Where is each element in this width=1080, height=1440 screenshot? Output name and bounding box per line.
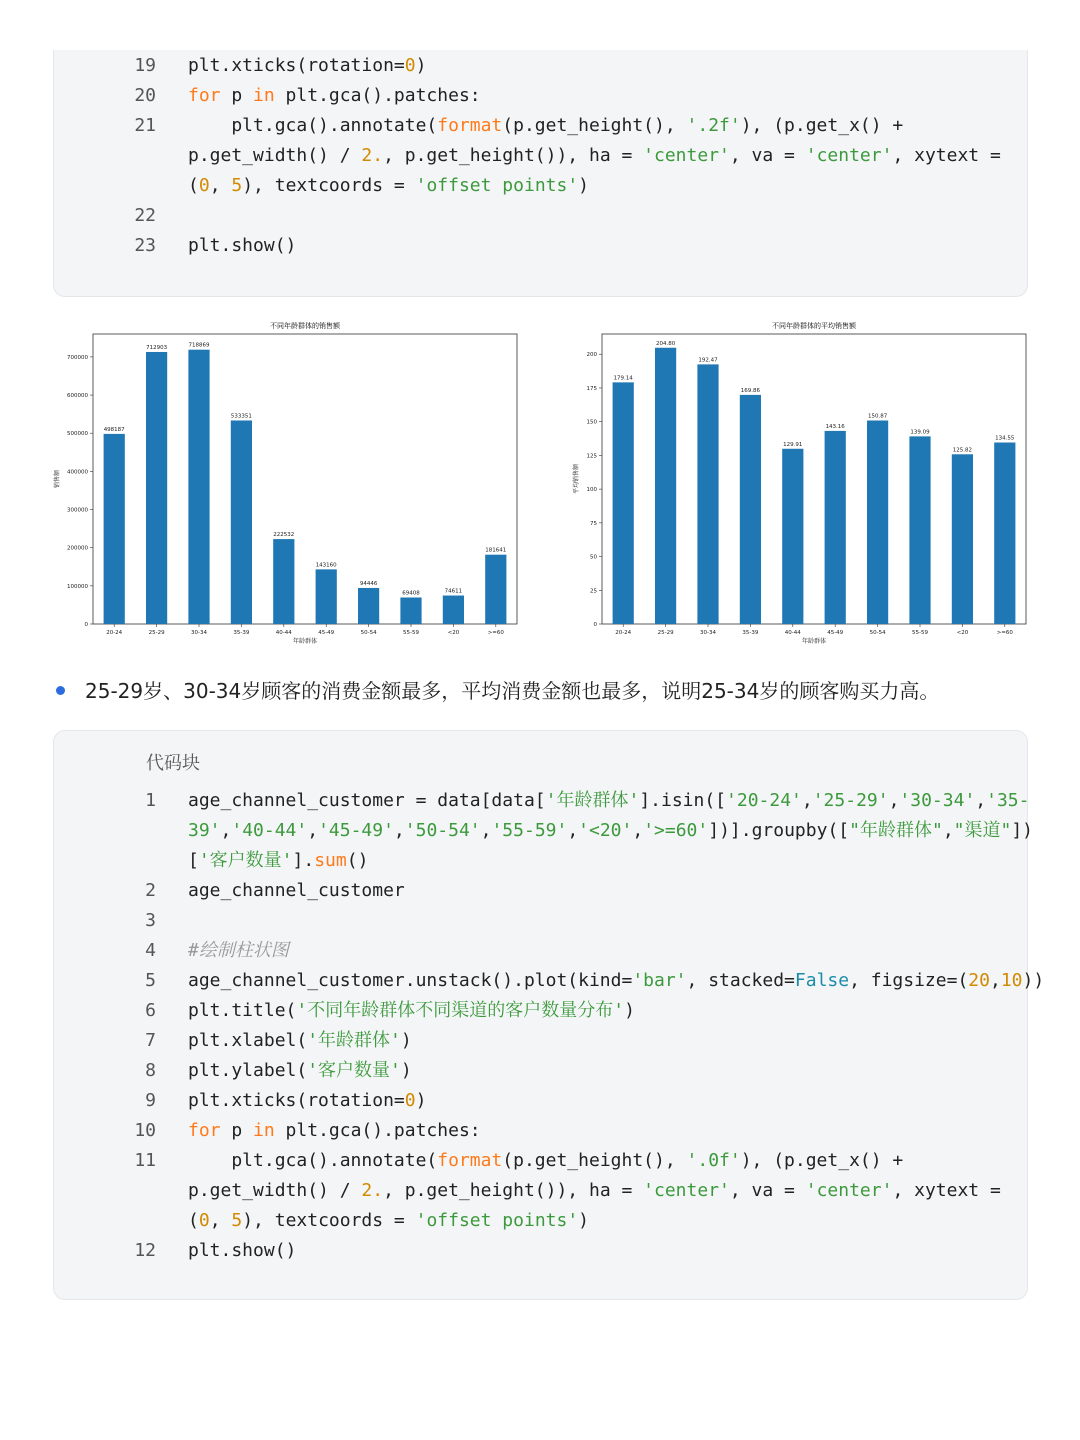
y-tick-label: 100 xyxy=(586,487,597,494)
bar-value-label: 143.16 xyxy=(825,423,845,430)
bullet-item xyxy=(56,674,1056,708)
code-token: p xyxy=(220,85,254,106)
code-line xyxy=(54,1086,1027,1116)
code-token: 'offset points' xyxy=(415,175,579,196)
code-text xyxy=(188,876,1068,906)
code-lines xyxy=(54,786,1045,1266)
code-token: ), textcoords = xyxy=(242,175,416,196)
code-token: ]) xyxy=(1011,820,1034,841)
code-token: ].isin([ xyxy=(639,790,727,811)
code-line xyxy=(54,786,1030,816)
avg-sales-chart-svg xyxy=(568,316,1033,651)
code-text xyxy=(188,846,1068,876)
y-axis-label: 销售额 xyxy=(54,469,61,489)
code-token: '.2f' xyxy=(686,115,741,136)
code-token: 0 xyxy=(404,55,416,76)
code-token: '不同年龄群体不同渠道的客户数量分布' xyxy=(296,1000,625,1021)
code-text xyxy=(188,816,1068,846)
code-line xyxy=(54,51,1027,81)
bar xyxy=(952,454,973,624)
bar xyxy=(231,420,252,624)
bar-value-label: 222532 xyxy=(273,532,295,539)
code-token: age_channel_customer.unstack().plot(kind= xyxy=(188,970,633,991)
code-line xyxy=(54,846,1027,876)
code-line xyxy=(54,1206,1027,1236)
code-token: , xyxy=(632,820,644,841)
code-token: plt.gca().patches: xyxy=(274,85,481,106)
code-token: ), (p.get_x() + xyxy=(740,1150,904,1171)
bar-value-label: 129.91 xyxy=(783,441,803,448)
bar-value-label: 139.09 xyxy=(910,429,930,436)
code-token: , xyxy=(393,820,405,841)
code-block xyxy=(53,730,1045,1300)
bar-value-label: 712903 xyxy=(146,344,168,351)
x-tick-label: 25-29 xyxy=(657,630,674,636)
bar xyxy=(146,352,167,624)
bar-value-label: 204.80 xyxy=(655,340,676,347)
bar xyxy=(740,395,761,624)
bar xyxy=(316,569,337,624)
code-token: ( xyxy=(188,1210,199,1231)
code-token: '20-24' xyxy=(726,790,802,811)
code-text xyxy=(188,231,1068,261)
code-text xyxy=(188,1026,1068,1056)
code-line xyxy=(54,876,1027,906)
y-tick-label: 200000 xyxy=(67,545,88,552)
bar-value-label: 169.86 xyxy=(740,387,761,394)
line-number: 5 xyxy=(145,970,156,991)
code-line xyxy=(54,1026,1027,1056)
code-token: #绘制柱状图 xyxy=(188,940,289,961)
bar-value-label: 533351 xyxy=(230,413,252,420)
line-number: 12 xyxy=(134,1240,156,1261)
bar-value-label: 150.87 xyxy=(867,413,888,420)
sales-chart xyxy=(50,316,525,655)
code-token: ) xyxy=(624,1000,635,1021)
y-tick-label: 0 xyxy=(593,622,597,628)
code-line xyxy=(54,906,1027,936)
code-token: ), (p.get_x() + xyxy=(740,115,904,136)
code-token: 'offset points' xyxy=(415,1210,579,1231)
code-text xyxy=(188,1206,1068,1236)
code-lines xyxy=(54,51,1027,261)
code-text xyxy=(188,1236,1068,1266)
x-tick-label: 35-39 xyxy=(233,630,250,636)
code-token: 20 xyxy=(968,970,990,991)
code-token: format xyxy=(437,1150,503,1171)
code-token: () xyxy=(346,850,369,871)
code-token: False xyxy=(794,970,850,991)
bar xyxy=(697,364,718,624)
line-number: 11 xyxy=(134,1150,156,1171)
code-token: , xyxy=(480,820,492,841)
x-tick-label: 55-59 xyxy=(912,630,928,636)
code-line xyxy=(54,936,1027,966)
code-token: sum xyxy=(314,850,347,871)
code-text xyxy=(188,936,1068,966)
line-number: 2 xyxy=(145,880,156,901)
bar xyxy=(485,555,506,624)
y-tick-label: 75 xyxy=(590,520,597,527)
bar-value-label: 143160 xyxy=(315,562,337,569)
code-line xyxy=(54,966,1045,996)
x-axis-label: 年龄群体 xyxy=(801,638,827,645)
code-text xyxy=(188,996,1068,1026)
code-text xyxy=(188,111,1068,141)
y-tick-label: 500000 xyxy=(67,431,88,438)
bar xyxy=(655,348,676,624)
code-token: 39' xyxy=(188,820,221,841)
bar-value-label: 69408 xyxy=(402,590,420,597)
code-token: plt.gca().annotate( xyxy=(188,115,438,136)
bar xyxy=(104,434,125,624)
code-token: age_channel_customer = data[data[ xyxy=(188,790,546,811)
code-text xyxy=(188,1146,1068,1176)
bar xyxy=(273,539,294,624)
y-tick-label: 150 xyxy=(586,419,597,426)
code-text xyxy=(188,1116,1068,1146)
code-line xyxy=(54,1236,1027,1266)
line-number: 21 xyxy=(134,115,156,136)
x-tick-label: 35-39 xyxy=(742,630,759,636)
bullet-dot-icon xyxy=(56,686,65,695)
y-tick-label: 400000 xyxy=(67,469,88,476)
y-tick-label: 125 xyxy=(586,453,597,460)
code-line xyxy=(54,81,1027,111)
x-tick-label: >=60 xyxy=(487,630,504,636)
code-token: 2. xyxy=(361,145,384,166)
code-token: format xyxy=(437,115,503,136)
code-token: '.0f' xyxy=(686,1150,741,1171)
code-line xyxy=(54,1116,1027,1146)
code-token: , xyxy=(975,790,987,811)
code-token: 10 xyxy=(1000,970,1023,991)
code-token: , xytext = xyxy=(892,145,1001,166)
code-text xyxy=(188,966,1068,996)
code-token: 'center' xyxy=(805,1180,893,1201)
bar xyxy=(443,596,464,624)
line-number: 20 xyxy=(134,85,156,106)
x-tick-label: 30-34 xyxy=(700,630,716,636)
code-token: , xyxy=(942,820,954,841)
line-number: 9 xyxy=(145,1090,156,1111)
bullet-text: 25-29岁、30-34岁顾客的消费金额最多，平均消费金额也最多，说明25-34岁的顾客购买力高。 xyxy=(85,679,940,703)
code-token: "渠道" xyxy=(953,820,1012,841)
bar xyxy=(909,436,930,624)
code-text xyxy=(188,141,1068,171)
y-tick-label: 600000 xyxy=(67,393,88,400)
code-line xyxy=(54,1056,1027,1086)
code-token: '50-54' xyxy=(404,820,481,841)
code-token: p.get_width() / xyxy=(188,145,362,166)
code-token: '35- xyxy=(986,790,1030,811)
x-tick-label: 40-44 xyxy=(275,630,292,636)
line-number: 8 xyxy=(145,1060,156,1081)
x-tick-label: 55-59 xyxy=(403,630,419,636)
code-token: ) xyxy=(400,1060,412,1081)
bar-value-label: 192.47 xyxy=(698,357,718,364)
line-number: 23 xyxy=(134,235,156,256)
code-token: '>=60' xyxy=(643,820,709,841)
line-number: 22 xyxy=(134,205,156,226)
code-line xyxy=(54,201,1027,231)
y-tick-label: 175 xyxy=(586,385,597,392)
code-token: (p.get_height(), xyxy=(502,1150,687,1171)
code-token: , xyxy=(801,790,813,811)
code-token: , figsize=( xyxy=(849,970,969,991)
code-token: , p.get_height()), ha = xyxy=(383,145,644,166)
code-token: in xyxy=(253,85,275,106)
code-token: '25-29' xyxy=(812,790,889,811)
code-token: plt.gca().annotate( xyxy=(188,1150,438,1171)
x-tick-label: 50-54 xyxy=(360,630,377,636)
line-number: 6 xyxy=(145,1000,156,1021)
code-block-top xyxy=(53,50,1028,297)
code-text xyxy=(188,1056,1068,1086)
code-token: '<20' xyxy=(578,820,633,841)
code-token: age_channel_customer xyxy=(188,880,405,901)
avg-sales-chart xyxy=(568,316,1033,655)
code-text xyxy=(188,786,1068,816)
code-text xyxy=(188,1176,1068,1206)
code-token: '40-44' xyxy=(231,820,308,841)
code-token: , va = xyxy=(729,1180,806,1201)
x-tick-label: 50-54 xyxy=(869,630,886,636)
code-block-title: 代码块 xyxy=(146,753,200,774)
x-tick-label: <20 xyxy=(447,630,460,636)
line-number: 4 xyxy=(145,940,156,961)
code-token: 5 xyxy=(231,175,243,196)
bar xyxy=(613,382,634,624)
code-token: 0 xyxy=(198,1210,210,1231)
code-token: plt.xlabel( xyxy=(188,1030,308,1051)
code-text xyxy=(188,1086,1068,1116)
x-tick-label: 20-24 xyxy=(615,630,632,636)
code-token: 0 xyxy=(198,175,210,196)
code-token: ) xyxy=(415,55,427,76)
y-tick-label: 100000 xyxy=(67,583,88,590)
y-tick-label: 700000 xyxy=(67,354,88,361)
y-tick-label: 50 xyxy=(590,554,597,561)
code-token: '客户数量' xyxy=(198,850,293,871)
code-token: plt.show() xyxy=(188,235,297,256)
code-token: (p.get_height(), xyxy=(502,115,687,136)
code-token: , p.get_height()), ha = xyxy=(383,1180,644,1201)
bar-value-label: 74611 xyxy=(444,588,463,595)
bar xyxy=(358,588,379,624)
code-line xyxy=(54,111,1027,141)
code-line xyxy=(54,1176,1027,1206)
code-token: 'center' xyxy=(643,1180,730,1201)
code-token: "年龄群体" xyxy=(849,820,943,841)
code-token: plt.xticks(rotation= xyxy=(188,55,405,76)
bar-value-label: 94446 xyxy=(359,580,378,587)
y-axis-label: 平均销售额 xyxy=(573,463,580,495)
y-tick-label: 25 xyxy=(590,588,597,595)
code-token: '年龄群体' xyxy=(545,790,640,811)
x-tick-label: >=60 xyxy=(996,630,1013,636)
code-token: 'center' xyxy=(805,145,893,166)
code-token: 'center' xyxy=(643,145,730,166)
code-token: '客户数量' xyxy=(307,1060,401,1081)
sales-chart-svg xyxy=(50,316,525,651)
x-tick-label: <20 xyxy=(956,630,969,636)
code-line xyxy=(54,231,1027,261)
code-token: ) xyxy=(578,1210,590,1231)
code-token: in xyxy=(253,1120,275,1141)
x-tick-label: 30-34 xyxy=(191,630,207,636)
code-token: , va = xyxy=(729,145,806,166)
code-token: , xyxy=(209,1210,232,1231)
line-number: 7 xyxy=(145,1030,156,1051)
code-line xyxy=(54,1146,1027,1176)
chart-title: 不同年龄群体的销售额 xyxy=(270,322,340,330)
line-number: 19 xyxy=(134,55,156,76)
line-number: 3 xyxy=(145,910,156,931)
bar xyxy=(867,421,888,624)
code-line xyxy=(54,816,1034,846)
code-token: , stacked= xyxy=(686,970,795,991)
code-token: plt.title( xyxy=(188,1000,297,1021)
code-text xyxy=(188,171,1068,201)
x-tick-label: 20-24 xyxy=(106,630,123,636)
x-axis-label: 年龄群体 xyxy=(292,638,318,645)
code-line xyxy=(54,141,1027,171)
code-line xyxy=(54,171,1027,201)
code-token: 'bar' xyxy=(632,970,687,991)
line-number: 1 xyxy=(145,790,156,811)
bar xyxy=(782,449,803,624)
x-tick-label: 40-44 xyxy=(784,630,801,636)
code-token: , xyxy=(567,820,579,841)
code-token: , xyxy=(307,820,319,841)
bar xyxy=(400,598,421,624)
code-token: '45-49' xyxy=(318,820,394,841)
code-token: ), textcoords = xyxy=(242,1210,416,1231)
x-tick-label: 45-49 xyxy=(827,630,844,636)
bar-value-label: 134.55 xyxy=(995,435,1015,442)
code-token: , xyxy=(989,970,1001,991)
code-token: plt.ylabel( xyxy=(188,1060,308,1081)
code-token: ) xyxy=(578,175,590,196)
code-text xyxy=(188,81,1068,111)
code-token: '30-34' xyxy=(899,790,976,811)
bar-value-label: 718869 xyxy=(188,342,210,349)
code-token: , xyxy=(220,820,232,841)
code-token: '年龄群体' xyxy=(307,1030,401,1051)
code-token: p.get_width() / xyxy=(188,1180,362,1201)
code-token: ) xyxy=(400,1030,412,1051)
y-tick-label: 0 xyxy=(84,622,88,628)
code-token: ]. xyxy=(292,850,315,871)
code-token: plt.xticks(rotation= xyxy=(188,1090,405,1111)
bar xyxy=(825,431,846,624)
code-token: 5 xyxy=(231,1210,243,1231)
code-token: plt.gca().patches: xyxy=(274,1120,481,1141)
code-line xyxy=(54,996,1027,1026)
bar xyxy=(188,350,209,624)
code-token: )) xyxy=(1022,970,1045,991)
bar-value-label: 125.82 xyxy=(952,447,973,454)
bar-value-label: 179.14 xyxy=(613,375,633,382)
code-token: 0 xyxy=(404,1090,416,1111)
code-text xyxy=(188,51,1068,81)
x-tick-label: 45-49 xyxy=(318,630,335,636)
code-token: for xyxy=(188,85,221,106)
code-token: '55-59' xyxy=(491,820,568,841)
code-token: , xyxy=(209,175,232,196)
code-token: ) xyxy=(415,1090,427,1111)
y-tick-label: 200 xyxy=(586,352,597,359)
code-token: , xytext = xyxy=(892,1180,1001,1201)
code-token: ])].groupby([ xyxy=(708,820,850,841)
line-number: 10 xyxy=(134,1120,156,1141)
chart-title: 不同年龄群体的平均销售额 xyxy=(772,322,856,330)
y-tick-label: 300000 xyxy=(67,507,88,514)
code-token: p xyxy=(220,1120,254,1141)
code-token: 2. xyxy=(361,1180,384,1201)
code-token: ( xyxy=(188,175,199,196)
x-tick-label: 25-29 xyxy=(148,630,165,636)
bar xyxy=(994,443,1015,624)
bar-value-label: 181641 xyxy=(485,547,507,554)
code-token: plt.show() xyxy=(188,1240,297,1261)
code-token: , xyxy=(888,790,900,811)
code-token: [ xyxy=(188,850,199,871)
bar-value-label: 498187 xyxy=(103,426,125,433)
code-token: for xyxy=(188,1120,221,1141)
